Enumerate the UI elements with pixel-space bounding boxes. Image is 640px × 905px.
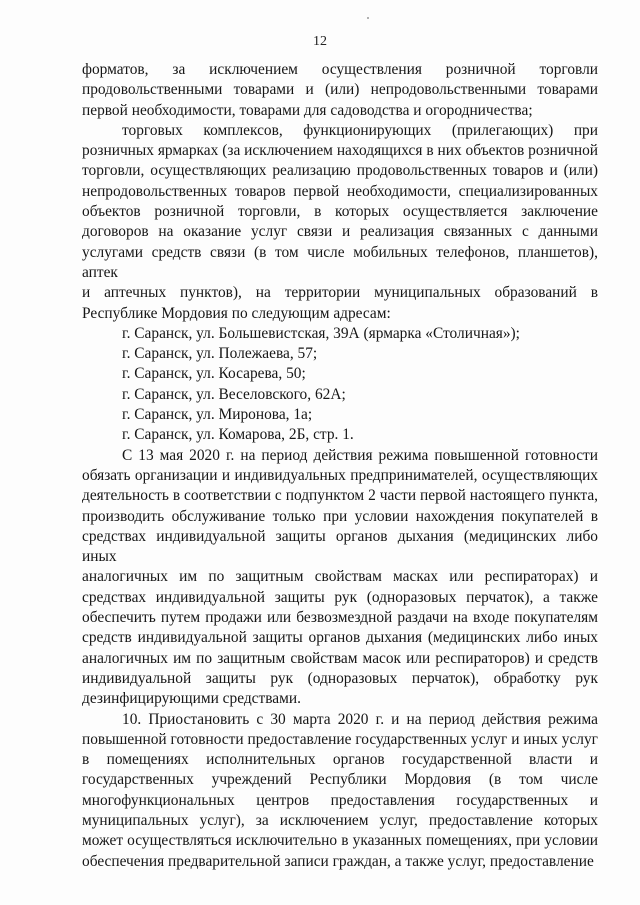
address-line: г. Саранск, ул. Миронова, 1а; xyxy=(122,406,313,424)
text-line: муниципальных услуг), за исключением услуг, предоставление которых xyxy=(82,811,598,829)
text-line: производить обслуживание только при условии нахождения покупателей в xyxy=(82,507,598,525)
text-line: аналогичных им по защитным свойствам масок или респираторов) и средств xyxy=(82,649,598,667)
text-line: договоров на оказание услуг связи и реализация связанных с данными xyxy=(82,223,598,241)
text-line: продовольственными товарами и (или) непродовольственными товарами xyxy=(82,81,598,99)
text-line: средствах индивидуальной защиты рук (одноразовых перчаток), а также xyxy=(82,588,598,606)
text-line: первой необходимости, товарами для садоводства и огородничества; xyxy=(82,101,533,119)
text-line: торговых комплексов, функционирующих (прилегающих) при xyxy=(122,121,598,139)
page-number: 12 xyxy=(313,34,327,49)
text-line: и аптечных пунктов), на территории муниципальных образований в xyxy=(82,284,598,302)
address-line: г. Саранск, ул. Косарева, 50; xyxy=(122,365,306,383)
text-line: объектов розничной торговли, в которых осуществляется заключение xyxy=(82,203,598,221)
text-line: аналогичных им по защитным свойствам масках или респираторах) и xyxy=(82,568,598,586)
text-line: средств индивидуальной защиты органов дыхания (медицинских либо иных xyxy=(82,629,598,647)
text-line: повышенной готовности предоставление государственных услуг и иных услуг xyxy=(82,730,598,748)
text-line: обеспечения предварительной записи граждан, а также услуг, предоставление xyxy=(82,852,594,870)
text-line: форматов, за исключением осуществления розничной торговли xyxy=(82,61,598,78)
text-line: дезинфицирующими средствами. xyxy=(82,690,301,708)
text-line: розничных ярмарках (за исключением находящихся в них объектов розничной xyxy=(82,142,598,160)
document-body xyxy=(82,60,598,872)
text-line: многофункциональных центров предоставления государственных и xyxy=(82,791,598,809)
text-line: деятельность в соответствии с подпунктом 2 части первой настоящего пункта, xyxy=(82,487,598,505)
address-line: г. Саранск, ул. Комарова, 2Б, стр. 1. xyxy=(122,426,354,444)
text-line: может осуществляться исключительно в указанных помещениях, при условии xyxy=(82,832,598,850)
text-line: в помещениях исполнительных органов государственной власти и xyxy=(82,751,598,769)
text-line: услугами средств связи (в том числе мобильных телефонов, планшетов), аптек xyxy=(82,243,598,281)
text-line: торговли, осуществляющих реализацию продовольственных товаров и (или) xyxy=(82,162,598,180)
text-line: 10. Приостановить с 30 марта 2020 г. и на период действия режима xyxy=(122,710,598,728)
text-line: индивидуальной защиты рук (одноразовых перчаток), обработку рук xyxy=(82,669,598,687)
text-line: обязать организации и индивидуальных предпринимателей, осуществляющих xyxy=(82,466,598,484)
address-line: г. Саранск, ул. Веселовского, 62А; xyxy=(122,385,346,403)
text-line: обеспечить путем продажи или безвозмездной раздачи на входе покупателям xyxy=(82,609,598,627)
address-line: г. Саранск, ул. Большевистская, 39А (ярмарка «Столичная»); xyxy=(122,324,520,342)
address-line: г. Саранск, ул. Полежаева, 57; xyxy=(122,345,318,363)
text-line: государственных учреждений Республики Мордовия (в том числе xyxy=(82,771,598,789)
text-line: С 13 мая 2020 г. на период действия режима повышенной готовности xyxy=(122,446,598,464)
text-line: средствах индивидуальной защиты органов дыхания (медицинских либо иных xyxy=(82,527,598,566)
scan-speck xyxy=(367,17,369,19)
text-line: Республике Мордовия по следующим адресам: xyxy=(82,304,391,322)
text-line: непродовольственных товаров первой необходимости, специализированных xyxy=(82,182,598,200)
